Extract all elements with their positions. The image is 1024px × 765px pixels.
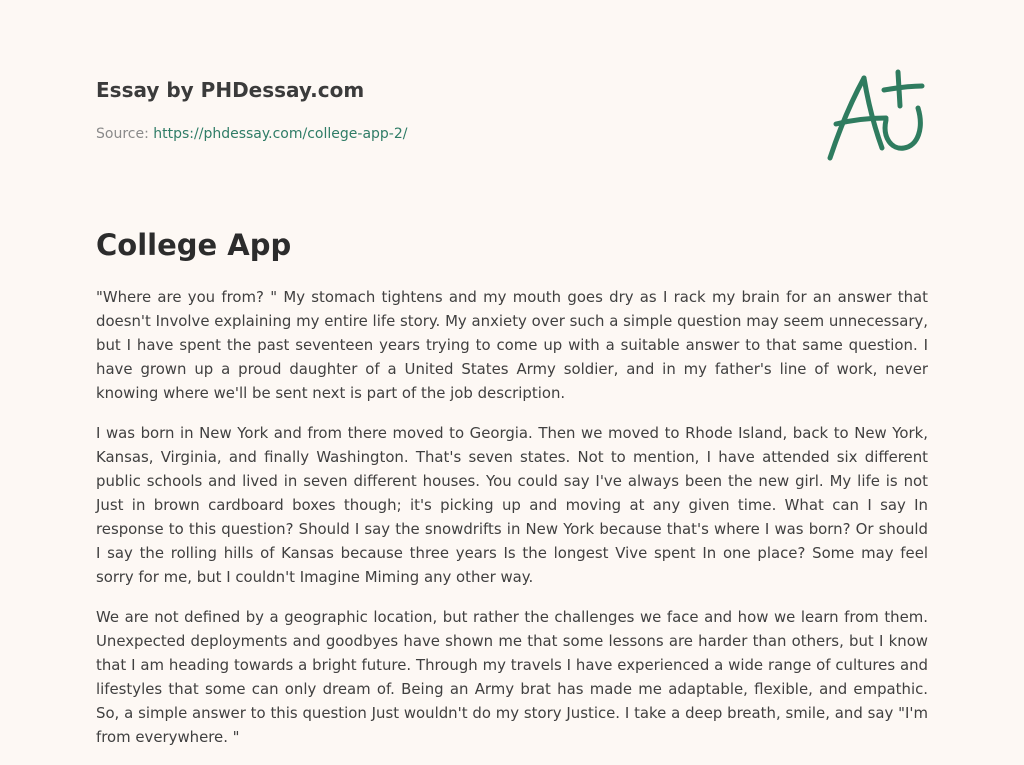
- source-line: [96, 124, 796, 144]
- essay-paragraph: We are not defined by a geographic location, but rather the challenges we face and how we learn from them. Unexpected deployments and goodbyes have shown me that some lessons are harder than others, but I know that I am heading towards a bright future. Through my travels I have experienced a wide range of cultures and lifestyles that some can only dream of. Being an Army brat has made me adaptable, flexible, and empathic. So, a simple answer to this question Just wouldn't do my story Justice. I take a deep breath, smile, and say "I'm from everywhere. ": [96, 608, 928, 746]
- page-header: [96, 76, 796, 144]
- essay-body: [96, 285, 928, 765]
- source-label: Source:: [96, 126, 149, 142]
- essay-paragraph: I was born in New York and from there moved to Georgia. Then we moved to Rhode Island, back to New York, Kansas, Virginia, and finally Washington. That's seven states. Not to mention, I have attended six different public schools and lived in seven different houses. You could say I've always been the new girl. My life is not Just in brown cardboard boxes though; it's picking up and moving at any given time. What can I say In response to this question? Should I say the snowdrifts in New York because that's where I was born? Or should I say the rolling hills of Kansas because three years Is the longest Vive spent In one place? Some may feel sorry for me, but I couldn't Imagine Miming any other way.: [96, 424, 928, 586]
- site-brand: Essay by PHDessay.com: [96, 78, 365, 102]
- essay-title: College App: [96, 228, 292, 262]
- essay-paragraph: "Where are you from? " My stomach tightens and my mouth goes dry as I rack my brain for an answer that doesn't Involve explaining my entire life story. My anxiety over such a simple question may seem unnecessary, but I have spent the past seventeen years trying to come up with a suitable answer to that same question. I have grown up a proud daughter of a United States Army soldier, and in my father's line of work, never knowing where we'll be sent next is part of the job description.: [96, 288, 928, 402]
- source-link[interactable]: https://phdessay.com/college-app-2/: [153, 126, 408, 142]
- a-plus-grade-icon: [822, 66, 932, 166]
